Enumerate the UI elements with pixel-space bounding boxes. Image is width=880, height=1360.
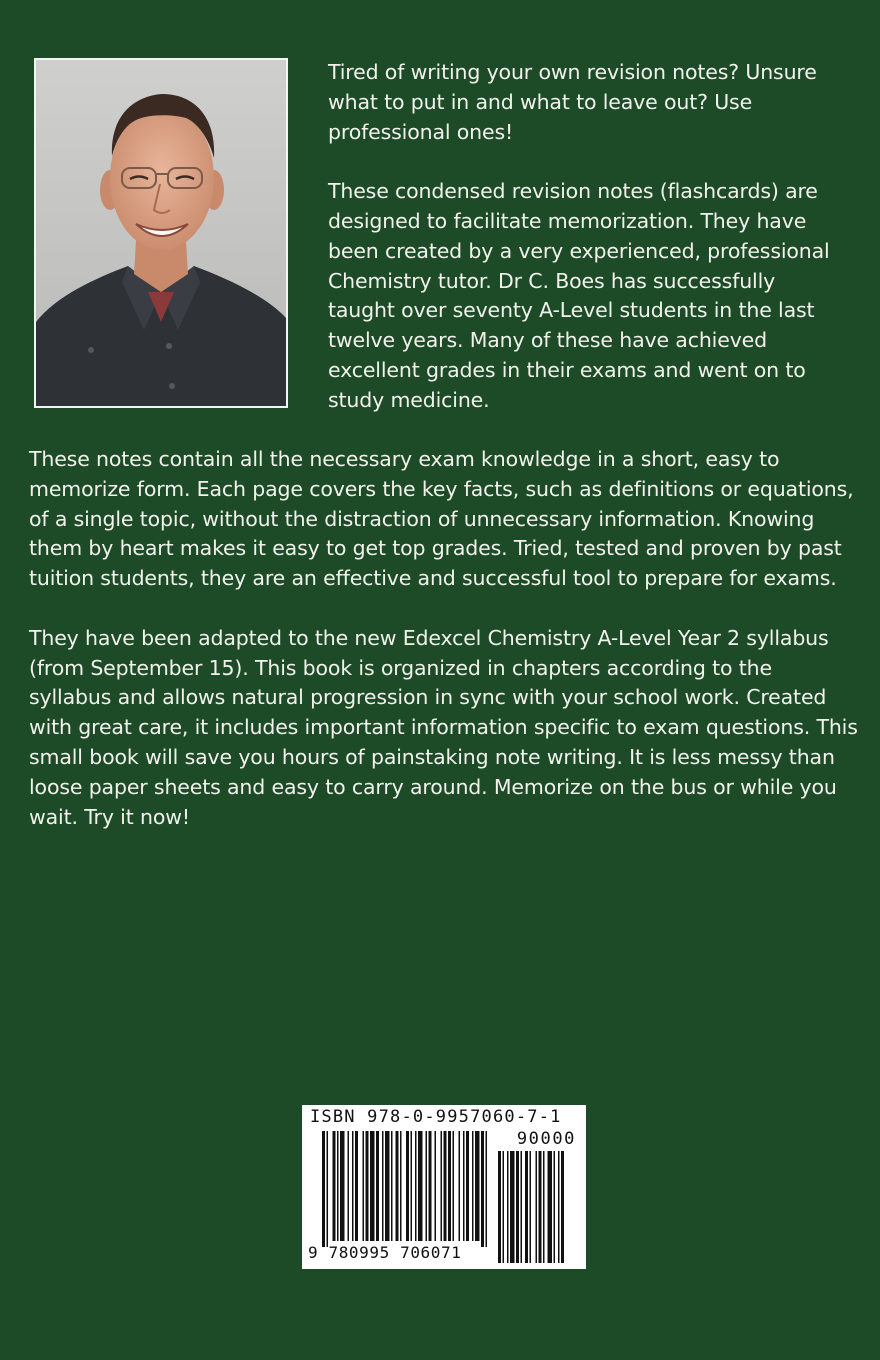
barcode-bar [400, 1131, 402, 1241]
barcode-addon-bar [525, 1151, 528, 1263]
barcode-addon-bar [510, 1151, 515, 1263]
isbn-number: ISBN 978-0-9957060-7-1 [310, 1107, 562, 1127]
barcode-bar [396, 1131, 399, 1241]
barcode-bar [415, 1131, 417, 1241]
barcode-bar [475, 1131, 480, 1241]
ean-digits: 9 780995 706071 [308, 1243, 462, 1262]
barcode-bar [327, 1131, 329, 1247]
barcode-addon-bar [539, 1151, 542, 1263]
barcode-bar [363, 1131, 365, 1241]
barcode-bar [429, 1131, 432, 1241]
description-text [29, 445, 859, 832]
barcode-bar [385, 1131, 390, 1241]
barcode-bar [435, 1131, 437, 1241]
barcode-bar [348, 1131, 350, 1241]
description-paragraph: These notes contain all the necessary exam knowledge in a short, easy to memorize form. Each page covers the key facts, such as definitions or equations, of a single topic, without the distraction of unnecessary information. Knowing them by heart makes it easy to get top grades. Tried, tested and proven by past tuition students, they are an effective and successful tool to prepare for exams. [29, 447, 854, 591]
barcode-addon-bar [554, 1151, 556, 1263]
intro-paragraph: Tired of writing your own revision notes? Unsure what to put in and what to leave out? Use professional ones! [328, 60, 817, 144]
barcode-bar [453, 1131, 455, 1241]
barcode-bar [391, 1131, 393, 1241]
barcode-bar [352, 1131, 354, 1241]
intro-paragraph: These condensed revision notes (flashcards) are designed to facilitate memorization. They have been created by a very experienced, professional Chemistry tutor. Dr C. Boes has successfully taught over seventy A-Level students in the last twelve years. Many of these have achieved excellent grades in their exams and went on to study medicine. [328, 179, 830, 412]
barcode-bar [406, 1131, 409, 1241]
barcode-bar [382, 1131, 384, 1241]
barcode-bar [448, 1131, 451, 1241]
author-photo [34, 58, 288, 408]
barcode-addon-bar [516, 1151, 519, 1263]
barcode-bar [466, 1131, 469, 1241]
barcode-bar [340, 1131, 345, 1241]
barcode-addon-bar [561, 1151, 564, 1263]
barcode-bar [472, 1131, 474, 1241]
intro-text [328, 58, 848, 416]
barcode-bar [444, 1131, 447, 1241]
barcode-addon-bar [530, 1151, 532, 1263]
barcode-addon-bar [548, 1151, 553, 1263]
barcode-addon-bar [503, 1151, 505, 1263]
barcode-bar [366, 1131, 369, 1241]
barcode-bar [370, 1131, 375, 1241]
barcode-addon-bar [521, 1151, 523, 1263]
barcode-bar [376, 1131, 379, 1241]
barcode-addon-bar [536, 1151, 538, 1263]
barcode-addon-bar [558, 1151, 560, 1263]
barcode-bar [355, 1131, 358, 1241]
barcode-bar [441, 1131, 443, 1241]
barcode-addon-bar [498, 1151, 501, 1263]
barcode-bar [426, 1131, 428, 1241]
barcode-bar [463, 1131, 465, 1241]
barcode-addon-bar [507, 1151, 509, 1263]
author-portrait-icon [36, 60, 286, 406]
barcode-bar [481, 1131, 484, 1247]
barcode-bar [322, 1131, 325, 1247]
description-paragraph: They have been adapted to the new Edexcel Chemistry A-Level Year 2 syllabus (from September 15). This book is organized in chapters according to the syllabus and allows natural progression in sync with your school work. Created with great care, it includes important information specific to exam questions. This small book will save you hours of painstaking note writing. It is less messy than loose paper sheets and easy to carry around. Memorize on the bus or while you wait. Try it now! [29, 625, 858, 829]
barcode-addon-bar [543, 1151, 545, 1263]
barcode-bar [459, 1131, 461, 1241]
barcode-bar [486, 1131, 488, 1247]
barcode-bar [418, 1131, 423, 1241]
barcode-bar [337, 1131, 339, 1241]
price-addon-code: 90000 [516, 1129, 576, 1149]
isbn-barcode [302, 1105, 586, 1269]
barcode-bar [411, 1131, 413, 1241]
barcode-bar [333, 1131, 336, 1241]
